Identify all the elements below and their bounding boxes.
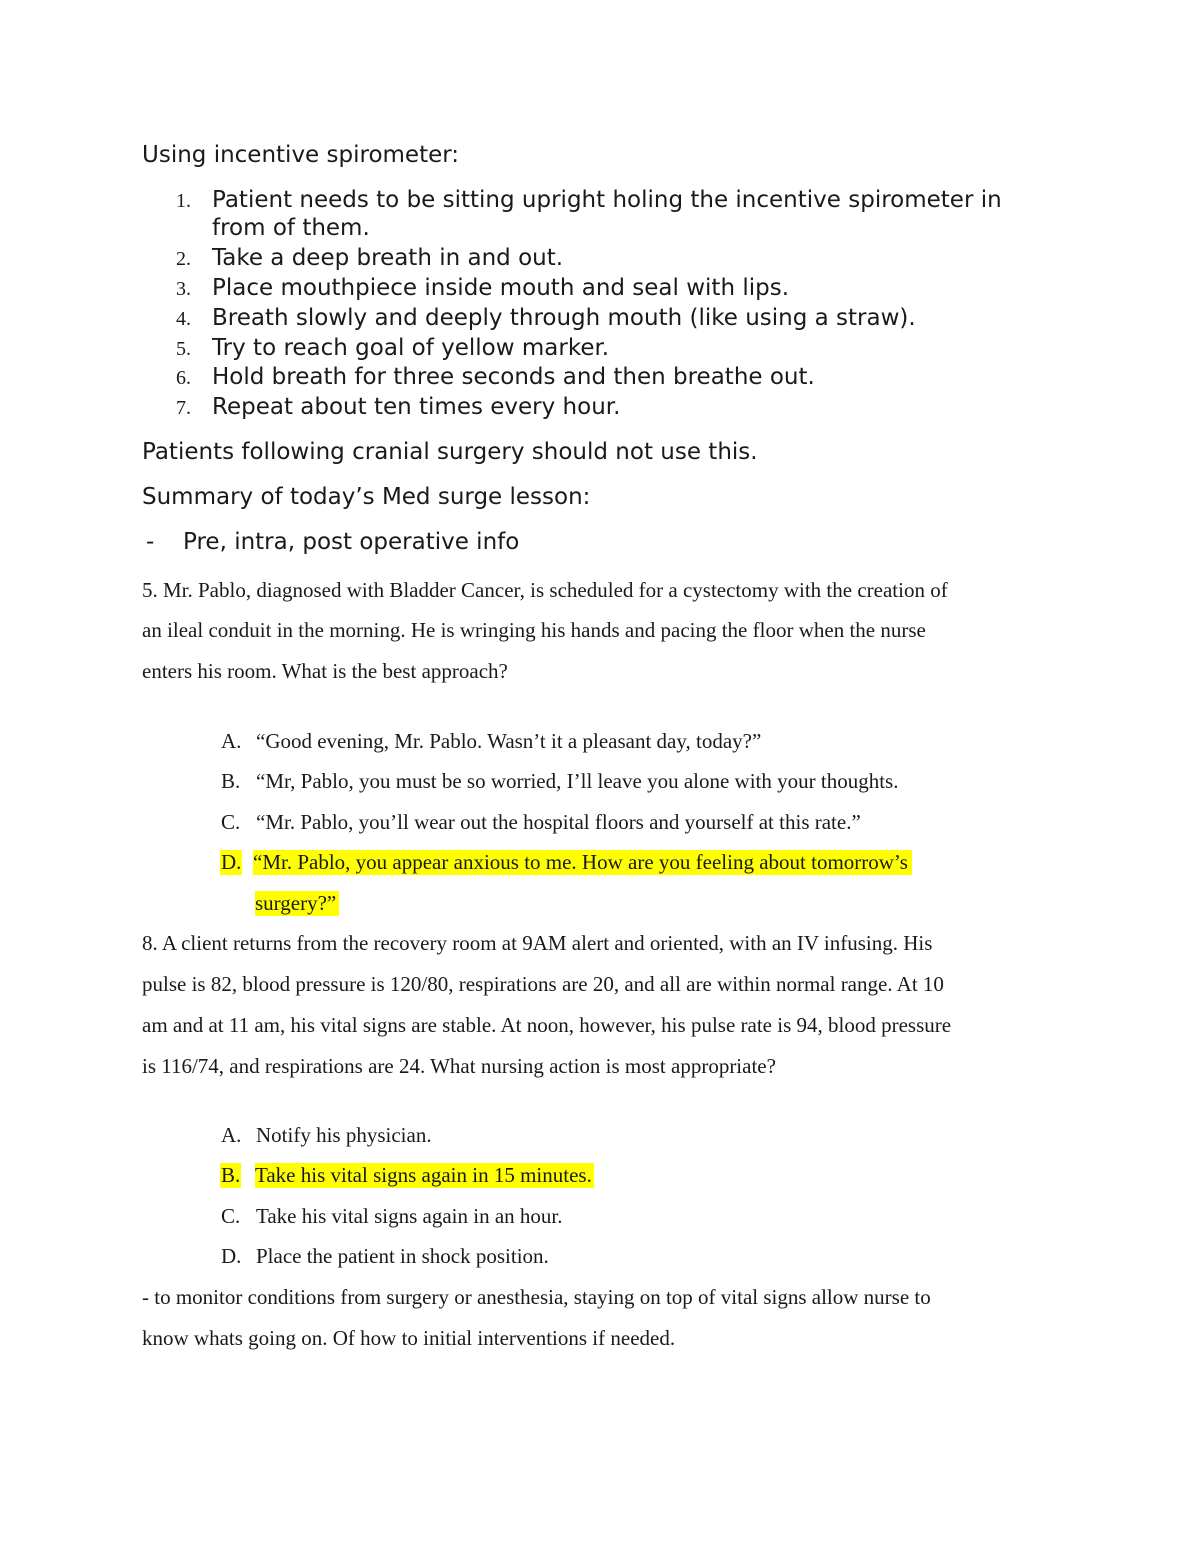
- summary-bullet-marker: -: [146, 529, 155, 555]
- question-text-line: am and at 11 am, his vital signs are stable. At noon, however, his pulse rate is 94, blood pressure: [142, 1013, 952, 1037]
- step-number: 3.: [176, 278, 191, 300]
- question-text-line: enters his room. What is the best approach?: [142, 659, 508, 683]
- step-text: Repeat about ten times every hour.: [212, 394, 621, 420]
- question-text-line: 8. A client returns from the recovery room at 9AM alert and oriented, with an IV infusing. His: [142, 931, 933, 955]
- step-number: 5.: [176, 338, 191, 360]
- option-letter-highlighted: B.: [221, 1163, 241, 1187]
- step-text: Hold breath for three seconds and then breathe out.: [212, 364, 815, 390]
- option-letter: C.: [221, 1204, 241, 1228]
- option-text: Take his vital signs again in an hour.: [256, 1204, 563, 1228]
- question-text-line: pulse is 82, blood pressure is 120/80, respirations are 20, and all are within normal range. At 10: [142, 972, 944, 996]
- option-letter: A.: [221, 729, 242, 753]
- step-text: Place mouthpiece inside mouth and seal with lips.: [212, 275, 790, 301]
- option-text: “Mr, Pablo, you must be so worried, I’ll leave you alone with your thoughts.: [256, 769, 899, 793]
- summary-heading: Summary of today’s Med surge lesson:: [142, 484, 591, 510]
- option-letter: B.: [221, 769, 241, 793]
- option-letter: C.: [221, 810, 241, 834]
- step-number: 2.: [176, 248, 191, 270]
- rationale-line: - to monitor conditions from surgery or anesthesia, staying on top of vital signs allow nurse to: [142, 1285, 931, 1309]
- option-text-highlighted: “Mr. Pablo, you appear anxious to me. How are you feeling about tomorrow’s: [253, 850, 912, 875]
- step-text: Take a deep breath in and out.: [212, 245, 564, 271]
- option-text: “Good evening, Mr. Pablo. Wasn’t it a pleasant day, today?”: [256, 729, 762, 753]
- option-text-highlighted-continued: surgery?”: [255, 891, 339, 916]
- step-text: Patient needs to be sitting upright holing the incentive spirometer in: [212, 187, 1002, 213]
- step-number: 1.: [176, 190, 191, 212]
- spirometer-note: Patients following cranial surgery should not use this.: [142, 439, 758, 465]
- option-letter: A.: [221, 1123, 242, 1147]
- step-number: 4.: [176, 308, 191, 330]
- option-letter-highlighted: D.: [221, 850, 242, 874]
- option-letter: D.: [221, 1244, 242, 1268]
- question-text-line: 5. Mr. Pablo, diagnosed with Bladder Cancer, is scheduled for a cystectomy with the creation of: [142, 578, 948, 602]
- option-text-highlighted: Take his vital signs again in 15 minutes.: [255, 1163, 592, 1187]
- spirometer-heading: Using incentive spirometer:: [142, 142, 460, 168]
- step-text: Try to reach goal of yellow marker.: [212, 335, 610, 361]
- rationale-line: know whats going on. Of how to initial interventions if needed.: [142, 1326, 676, 1350]
- question-text-line: is 116/74, and respirations are 24. What nursing action is most appropriate?: [142, 1054, 776, 1078]
- step-text-continued: from of them.: [212, 215, 370, 241]
- option-text: “Mr. Pablo, you’ll wear out the hospital floors and yourself at this rate.”: [256, 810, 861, 834]
- option-text: Place the patient in shock position.: [256, 1244, 549, 1268]
- question-text-line: an ileal conduit in the morning. He is wringing his hands and pacing the floor when the nurse: [142, 618, 926, 642]
- summary-bullet-text: Pre, intra, post operative info: [183, 529, 520, 555]
- step-number: 7.: [176, 397, 191, 419]
- step-text: Breath slowly and deeply through mouth (like using a straw).: [212, 305, 916, 331]
- option-text: Notify his physician.: [256, 1123, 432, 1147]
- step-number: 6.: [176, 367, 191, 389]
